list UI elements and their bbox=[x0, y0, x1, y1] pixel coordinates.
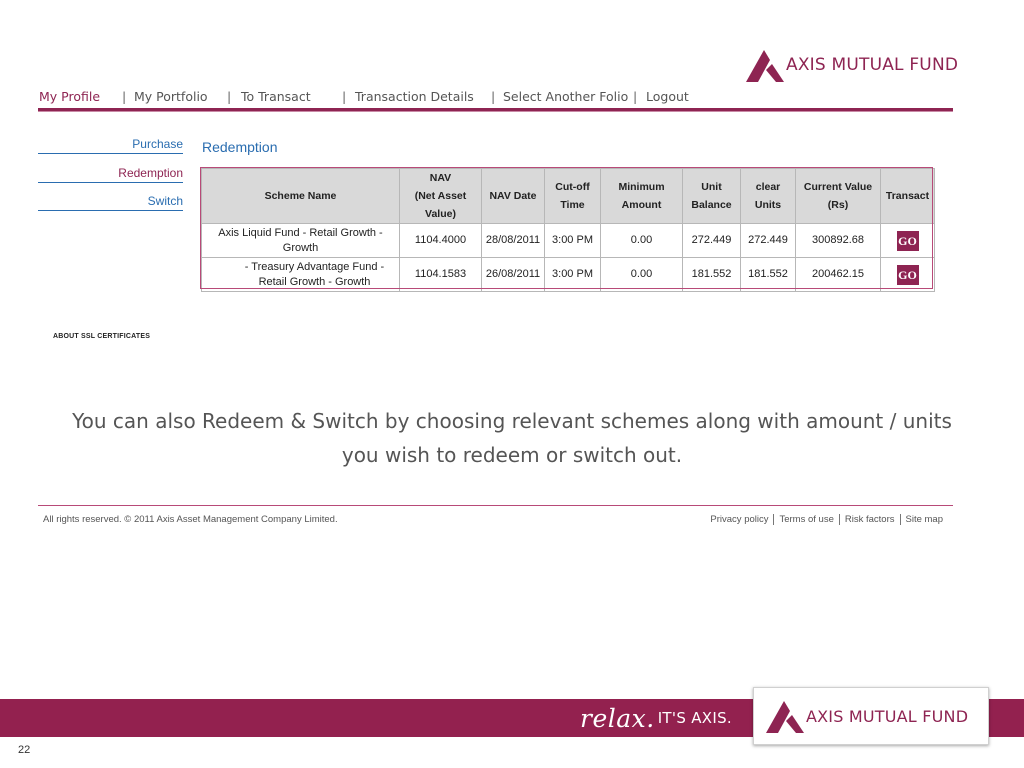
cell-cutoff: 3:00 PM bbox=[545, 224, 601, 258]
cell-min-amount: 0.00 bbox=[601, 258, 683, 292]
nav-select-another-folio[interactable]: Select Another Folio bbox=[503, 89, 629, 104]
header-cutoff-line1: Cut-off bbox=[555, 181, 590, 193]
scheme-name-line1: - Treasury Advantage Fund - bbox=[244, 260, 385, 273]
site-map-link[interactable]: Site map bbox=[900, 514, 949, 525]
cell-unit-balance: 181.552 bbox=[683, 258, 741, 292]
scheme-name-line2: Growth bbox=[282, 241, 319, 254]
copyright-text: All rights reserved. © 2011 Axis Asset Management Company Limited. bbox=[43, 514, 338, 525]
header-clear-units bbox=[741, 169, 796, 224]
cell-scheme-name bbox=[202, 258, 400, 292]
scheme-name-line1: Axis Liquid Fund - Retail Growth - bbox=[218, 226, 383, 239]
scheme-name-line2: Retail Growth - Growth bbox=[258, 275, 371, 288]
header-cutoff-line2: Time bbox=[560, 199, 585, 211]
header-nav-line3: Value) bbox=[425, 208, 456, 220]
cell-nav: 1104.1583 bbox=[400, 258, 482, 292]
nav-my-profile[interactable]: My Profile bbox=[39, 89, 101, 104]
header-nav-line2: (Net Asset bbox=[414, 190, 467, 202]
header-clear-line2: Units bbox=[754, 199, 782, 211]
axis-logo-icon bbox=[766, 699, 804, 733]
terms-of-use-link[interactable]: Terms of use bbox=[773, 514, 838, 525]
nav-separator: | bbox=[342, 89, 347, 104]
cell-current-value: 200462.15 bbox=[796, 258, 881, 292]
nav-separator: | bbox=[227, 89, 232, 104]
cell-cutoff: 3:00 PM bbox=[545, 258, 601, 292]
cell-unit-balance: 272.449 bbox=[683, 224, 741, 258]
cell-min-amount: 0.00 bbox=[601, 224, 683, 258]
header-nav-date: NAV Date bbox=[482, 169, 545, 224]
header-current-line2: (Rs) bbox=[827, 199, 849, 211]
footer-divider bbox=[38, 505, 953, 506]
risk-factors-link[interactable]: Risk factors bbox=[839, 514, 900, 525]
header-current-value bbox=[796, 169, 881, 224]
go-button[interactable]: GO bbox=[897, 265, 919, 285]
section-title: Redemption bbox=[202, 139, 278, 155]
cell-transact bbox=[881, 224, 935, 258]
axis-logo bbox=[746, 48, 958, 82]
nav-logout[interactable]: Logout bbox=[646, 89, 689, 104]
header-nav bbox=[400, 169, 482, 224]
its-axis-tagline: IT'S AXIS. bbox=[657, 709, 732, 727]
header-min-line2: Amount bbox=[621, 199, 662, 211]
table-row bbox=[202, 258, 935, 292]
cell-nav-date: 28/08/2011 bbox=[482, 224, 545, 258]
header-unit-balance bbox=[683, 169, 741, 224]
header-minimum-amount bbox=[601, 169, 683, 224]
header-nav-line1: NAV bbox=[429, 172, 452, 184]
header-min-line1: Minimum bbox=[618, 181, 665, 193]
cell-scheme-name bbox=[202, 224, 400, 258]
header-clear-line1: clear bbox=[755, 181, 781, 193]
header-cutoff-time bbox=[545, 169, 601, 224]
cell-current-value: 300892.68 bbox=[796, 224, 881, 258]
nav-my-portfolio[interactable]: My Portfolio bbox=[134, 89, 208, 104]
menu-switch[interactable]: Switch bbox=[38, 194, 183, 211]
nav-transaction-details[interactable]: Transaction Details bbox=[355, 89, 474, 104]
ssl-certificates-link[interactable]: ABOUT SSL CERTIFICATES bbox=[53, 333, 151, 340]
slide-caption: You can also Redeem & Switch by choosing relevant schemes along with amount / units you wish to redeem or switch out. bbox=[72, 409, 952, 467]
go-button[interactable]: GO bbox=[897, 231, 919, 251]
menu-redemption[interactable]: Redemption bbox=[38, 166, 183, 183]
nav-to-transact[interactable]: To Transact bbox=[241, 89, 311, 104]
header-unit-line2: Balance bbox=[691, 199, 732, 211]
header-transact: Transact bbox=[881, 169, 935, 224]
axis-logo-text: AXIS MUTUAL FUND bbox=[806, 706, 969, 726]
relax-script: relax. bbox=[580, 703, 655, 733]
footer-links bbox=[705, 514, 948, 525]
axis-logo-text: AXIS MUTUAL FUND bbox=[786, 55, 959, 75]
footer-logo-box bbox=[753, 687, 989, 745]
table-row bbox=[202, 224, 935, 258]
nav-separator: | bbox=[633, 89, 638, 104]
cell-transact bbox=[881, 258, 935, 292]
table-header-row bbox=[202, 169, 935, 224]
cell-nav-date: 26/08/2011 bbox=[482, 258, 545, 292]
redemption-table bbox=[201, 168, 935, 292]
main-nav bbox=[39, 89, 954, 105]
cell-clear-units: 272.449 bbox=[741, 224, 796, 258]
header-scheme-name: Scheme Name bbox=[202, 169, 400, 224]
privacy-policy-link[interactable]: Privacy policy bbox=[710, 514, 769, 525]
nav-divider-shadow bbox=[38, 111, 953, 112]
header-current-line1: Current Value bbox=[803, 181, 873, 193]
relax-tagline bbox=[580, 699, 732, 737]
page-number: 22 bbox=[18, 744, 31, 756]
axis-logo-icon bbox=[746, 48, 784, 82]
cell-clear-units: 181.552 bbox=[741, 258, 796, 292]
cell-nav: 1104.4000 bbox=[400, 224, 482, 258]
menu-purchase[interactable]: Purchase bbox=[38, 137, 183, 154]
nav-separator: | bbox=[122, 89, 127, 104]
nav-separator: | bbox=[491, 89, 496, 104]
header-unit-line1: Unit bbox=[701, 181, 722, 193]
